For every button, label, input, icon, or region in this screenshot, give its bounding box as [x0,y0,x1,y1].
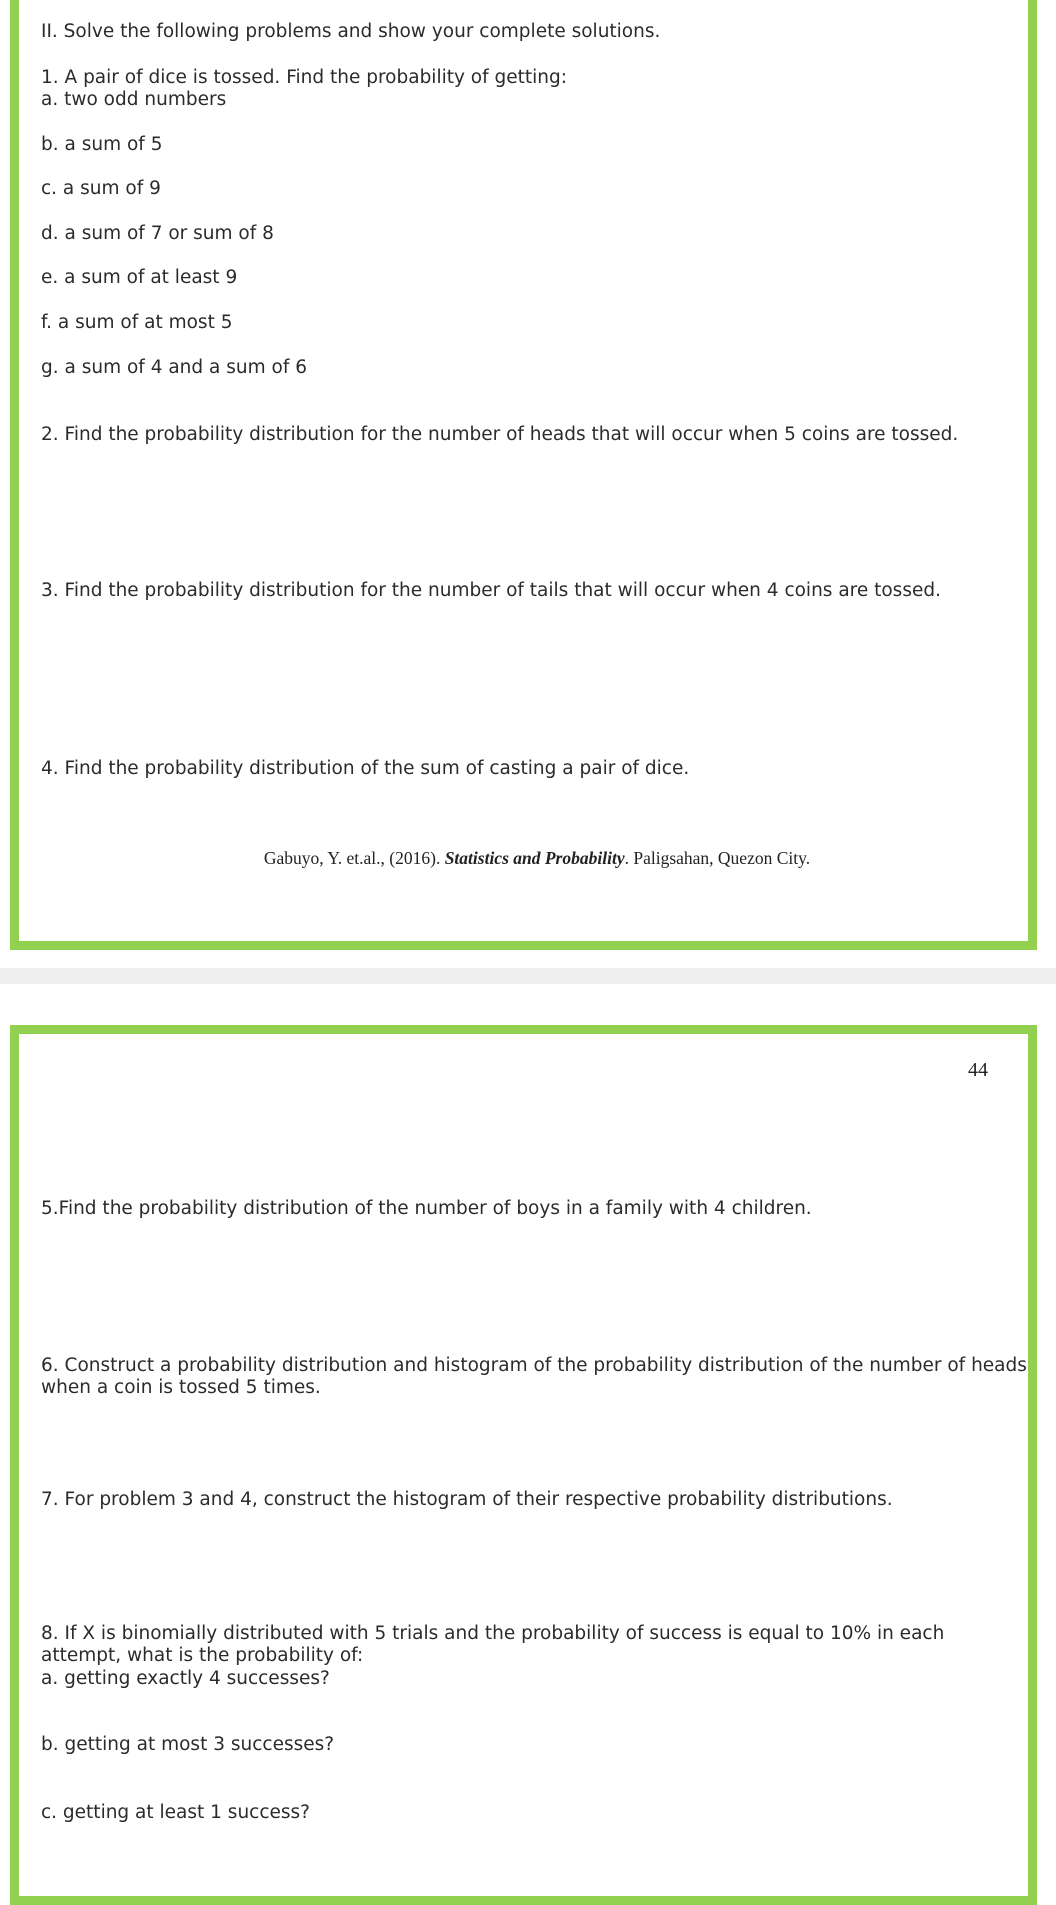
problem-8-item-c: c. getting at least 1 success? [41,1802,310,1823]
problem-7: 7. For problem 3 and 4, construct the histogram of their respective probability distributions. [41,1489,893,1510]
worksheet-page-2 [10,1025,1037,1905]
problem-8-item-b: b. getting at most 3 successes? [41,1734,335,1755]
citation [9,848,1056,869]
problem-3: 3. Find the probability distribution for the number of tails that will occur when 4 coins are tossed. [41,580,941,601]
problem-1-item-a: a. two odd numbers [41,89,227,110]
problem-4: 4. Find the probability distribution of the sum of casting a pair of dice. [41,758,690,779]
problem-2: 2. Find the probability distribution for the number of heads that will occur when 5 coins are tossed. [41,424,959,445]
worksheet-page-1 [10,0,1037,950]
problem-6-line-2: when a coin is tossed 5 times. [41,1377,321,1398]
problem-1-stem: 1. A pair of dice is tossed. Find the probability of getting: [41,67,567,88]
problem-1-item-g: g. a sum of 4 and a sum of 6 [41,357,308,378]
problem-1-item-c: c. a sum of 9 [41,178,161,199]
problem-1-item-d: d. a sum of 7 or sum of 8 [41,223,274,244]
page-divider [0,968,1056,984]
citation-publisher: . Paligsahan, Quezon City. [624,848,811,868]
problem-6-line-1: 6. Construct a probability distribution and histogram of the probability distribution of the number of heads [41,1355,1027,1376]
problem-8-line-2: attempt, what is the probability of: [41,1645,364,1666]
problem-1-item-f: f. a sum of at most 5 [41,312,233,333]
page-number: 44 [968,1059,988,1081]
problem-5: 5.Find the probability distribution of the number of boys in a family with 4 children. [41,1198,812,1219]
section-heading: II. Solve the following problems and show your complete solutions. [41,21,661,42]
problem-8-item-a: a. getting exactly 4 successes? [41,1668,330,1689]
citation-title: Statistics and Probability [444,848,625,868]
problem-1-item-e: e. a sum of at least 9 [41,267,238,288]
citation-authors: Gabuyo, Y. et.al., (2016). [263,848,445,868]
problem-1-item-b: b. a sum of 5 [41,134,163,155]
problem-8-line-1: 8. If X is binomially distributed with 5 trials and the probability of success is equal to 10% in each [41,1623,945,1644]
